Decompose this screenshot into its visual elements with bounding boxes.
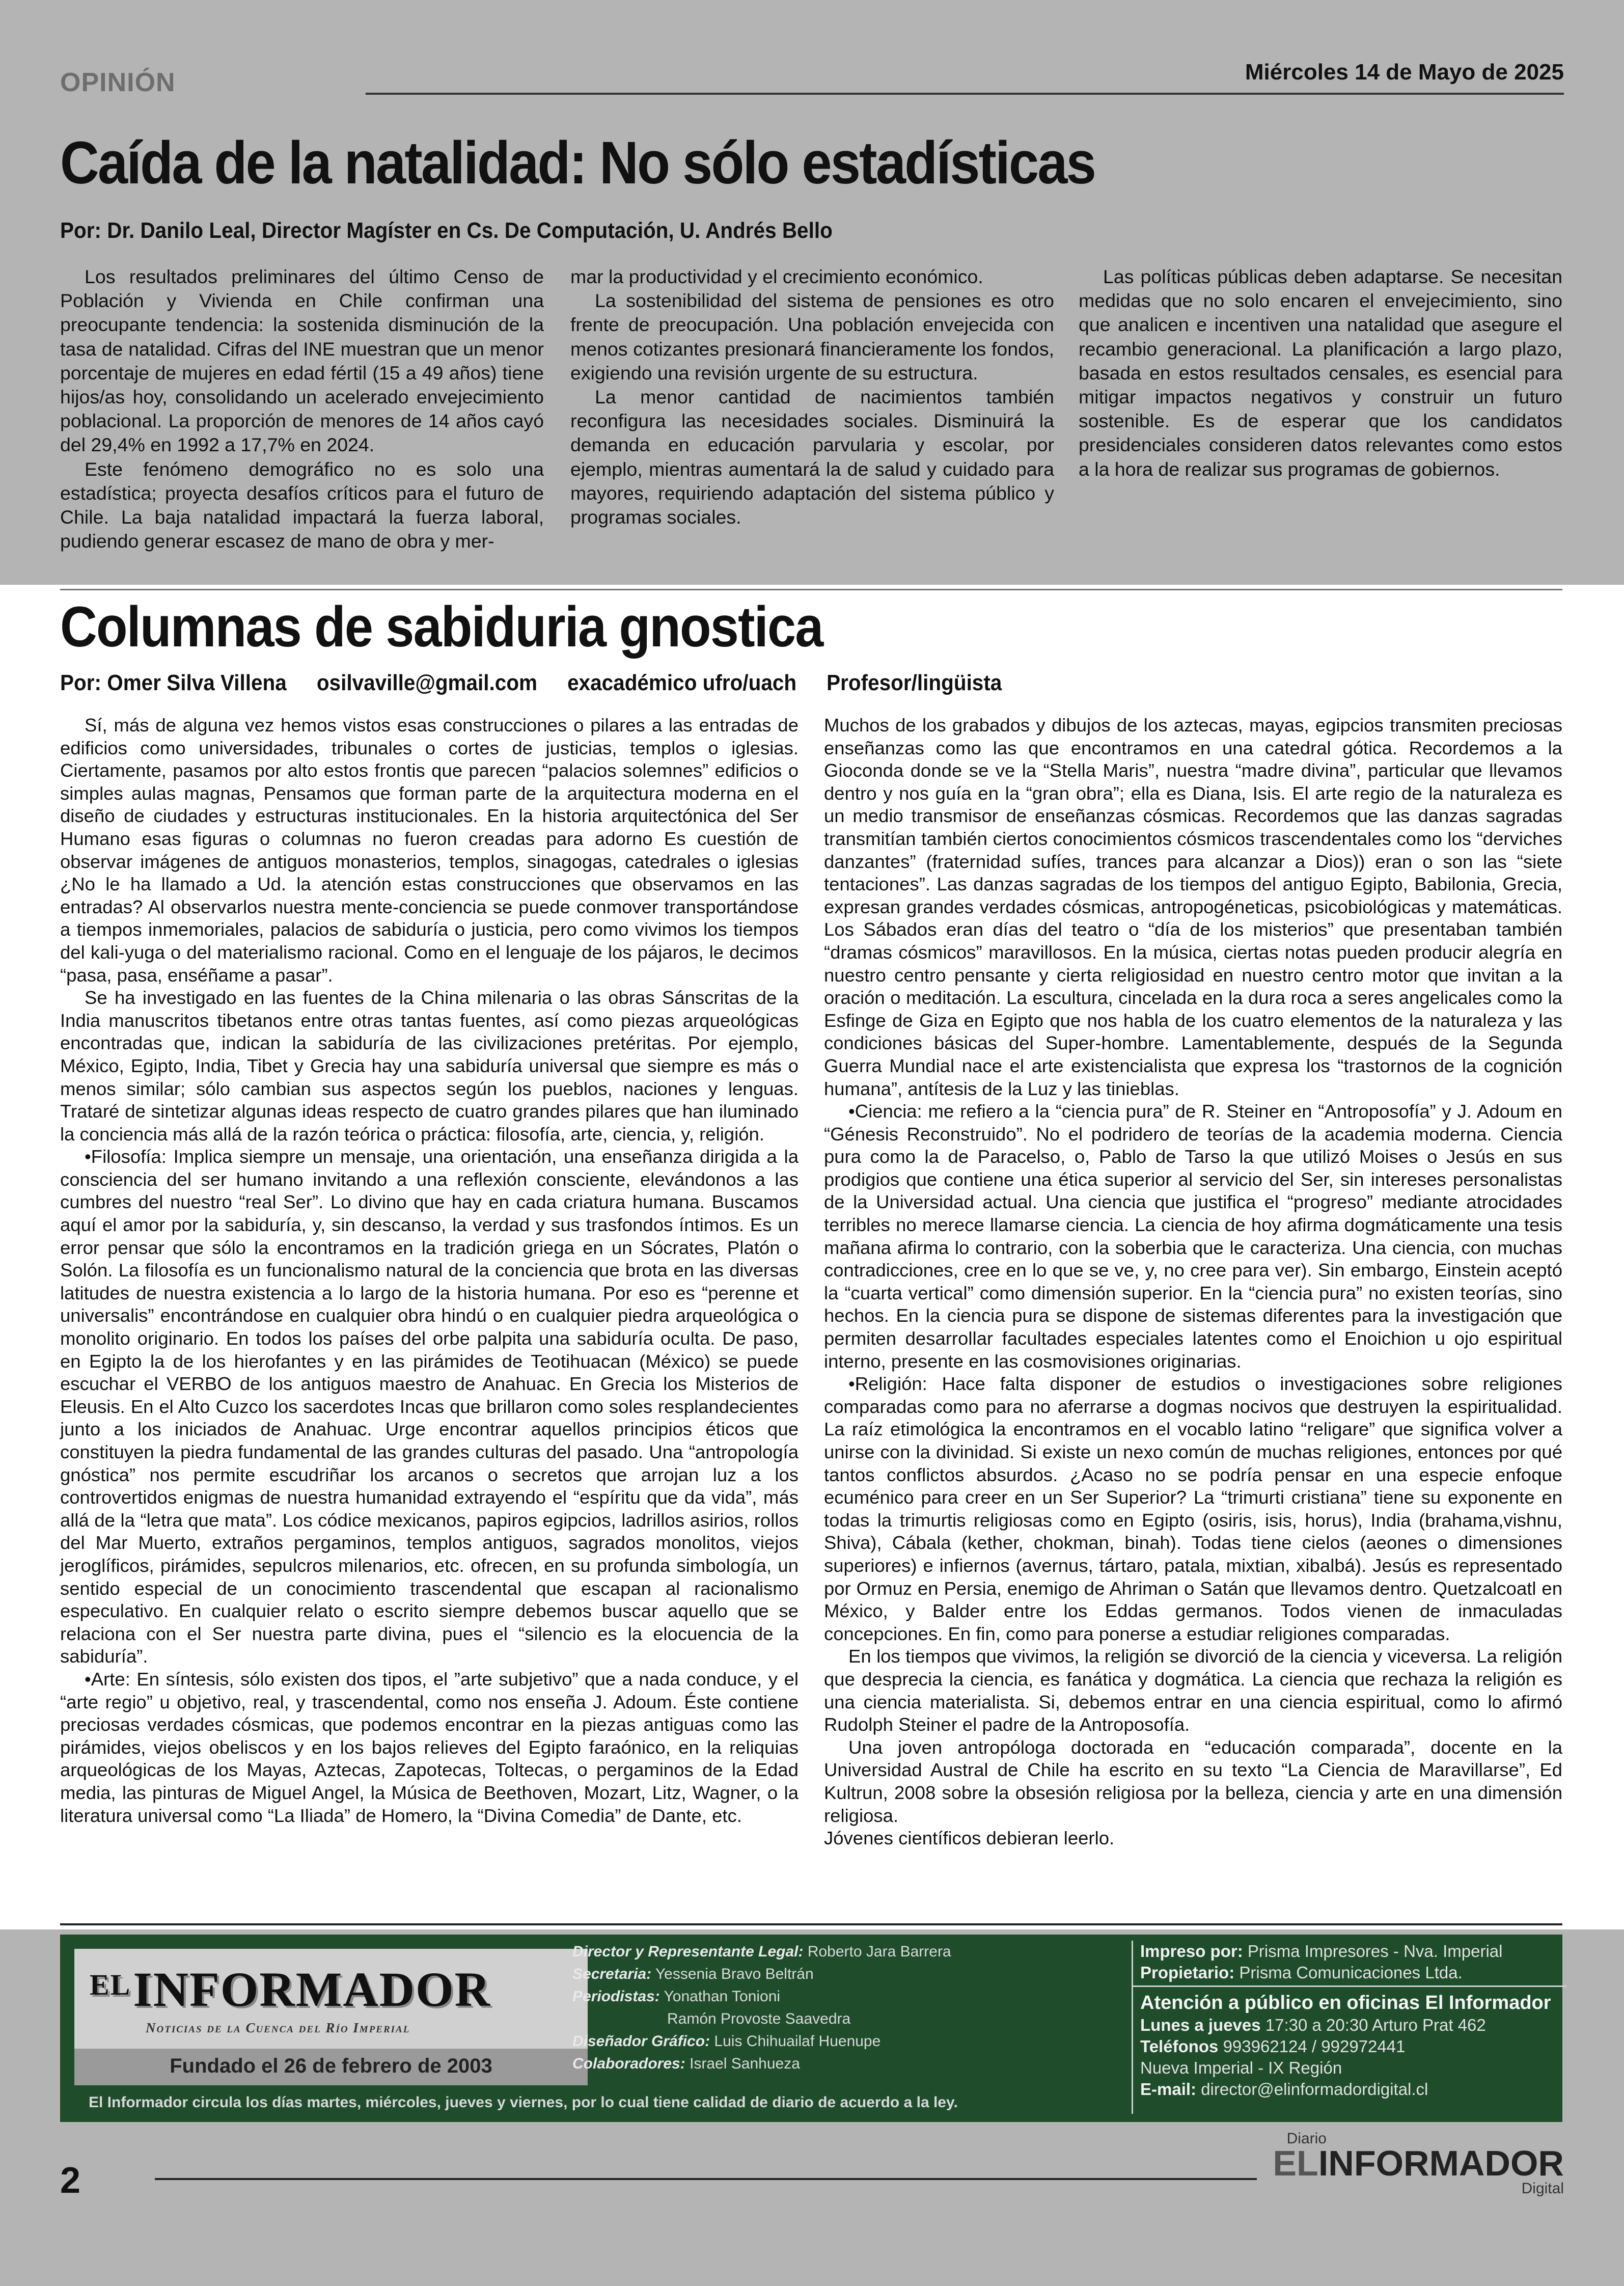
footer-logo-el: EL bbox=[1273, 2143, 1318, 2183]
contact-value: Prisma Impresores - Nva. Imperial bbox=[1247, 1942, 1503, 1961]
founded-date: Fundado el 26 de febrero de 2003 bbox=[74, 2049, 588, 2085]
credit-value: Roberto Jara Barrera bbox=[807, 1943, 951, 1960]
logo-title bbox=[90, 1961, 491, 2018]
article2-paragraph: Se ha investigado en las fuentes de la China milenaria o las obras Sánscritas de la India manuscritos tibetanos entre otras tantas fuentes, así como piezas arqueológicas encontradas que, indican la sabiduría de las civilizaciones pretéritas. Por ejemplo, México, Egipto, India, Tibet y Grecia hay una sabiduría universal que siempre es más o menos similar; sólo cambian sus aspectos según los pueblos, naciones y lenguas. Trataré de sintetizar algunas ideas respecto de cuatro grandes pilares que han iluminado la conciencia más allá de la razón teórica o práctica: filosofía, arte, ciencia, y, religión. bbox=[60, 987, 799, 1145]
footer-logo-diario: Diario bbox=[1286, 2130, 1327, 2147]
article1-paragraph: La menor cantidad de nacimientos también reconfigura las necesidades sociales. Disminuirá la demanda en educación parvularia y escolar, por ejemplo, mientras aumentará la de salud y cuidado para mayores, requiriendo adaptación del sistema público y programas sociales. bbox=[570, 386, 1054, 528]
article1-title: Caída de la natalidad: No sólo estadísticas bbox=[60, 129, 1095, 197]
credit-label: Periodistas: bbox=[572, 1988, 660, 2005]
staff-credits bbox=[572, 1941, 1112, 2075]
article2-column-2 bbox=[824, 714, 1562, 1850]
credit-value: Ramón Provoste Saavedra bbox=[667, 2010, 851, 2027]
article1-paragraph: mar la productividad y el crecimiento económico. bbox=[570, 266, 983, 287]
article2-paragraph: Jóvenes científicos debieran leerlo. bbox=[824, 1828, 1115, 1849]
author-email[interactable]: osilvaville@gmail.com bbox=[316, 670, 538, 695]
credit-label: Diseñador Gráfico: bbox=[572, 2033, 710, 2050]
contact-label: E-mail: bbox=[1140, 2080, 1197, 2099]
article2-paragraph: En los tiempos que vivimos, la religión se divorció de la ciencia y viceversa. La religión que desprecia la ciencia, es fanática y dogmática. La ciencia que rechaza la religión es una ciencia materialista. Si, debemos entrar en una ciencia espiritual, como lo afirmó Rudolph Steiner el padre de la Antroposofía. bbox=[824, 1646, 1562, 1735]
contact-label: Lunes a jueves bbox=[1140, 2016, 1261, 2034]
article1-column-2 bbox=[570, 265, 1054, 529]
article-divider bbox=[60, 1923, 1562, 1925]
section-label: OPINIÓN bbox=[60, 68, 176, 97]
article1-paragraph: Las políticas públicas deben adaptarse. Se necesitan medidas que no solo encaren el envejecimiento, sino que analicen e incentiven una natalidad que asegure el recambio generacional. La planificación a largo plazo, basada en estos resultados censales, es esencial para mitigar impactos negativos y construir un futuro sostenible. Es de esperar que los candidatos presidenciales consideren datos relevantes como estos a la hora de realizar sus programas de gobiernos. bbox=[1079, 266, 1562, 480]
contact-label: Impreso por: bbox=[1140, 1942, 1243, 1961]
contact-location: Nueva Imperial - IX Región bbox=[1140, 2058, 1342, 2077]
article1-column-1 bbox=[60, 265, 544, 553]
credit-value: Yonathan Tonioni bbox=[664, 1988, 781, 2005]
contact-label: Propietario: bbox=[1140, 1963, 1235, 1982]
newspaper-logo bbox=[74, 1949, 588, 2085]
article2-paragraph: •Arte: En síntesis, sólo existen dos tipos, el ”arte subjetivo” que a nada conduce, y el “arte regio” u objetivo, real, y trascendental, como nos enseña J. Adoum. Éste contiene preciosas verdades cósmicas, que podemos encontrar en la piezas antiguas como las pirámides, viejos obeliscos y en los bajos relieves del Egipto faraónico, en la reliquias arqueológicas de los Mayas, Aztecas, Zapotecas, Toltecas, o pergaminos de la Edad media, las pinturas de Miguel Angel, la Música de Beethoven, Mozart, Litz, Wagner, o la literatura universal como “La Iliada” de Homero, la “Divina Comedia” de Dante, etc. bbox=[60, 1668, 799, 1826]
circulation-note: El Informador circula los días martes, miércoles, jueves y viernes, por lo cual tiene calidad de diario de acuerdo a la ley. bbox=[89, 2094, 958, 2111]
masthead-box bbox=[60, 1935, 1562, 2122]
article1-paragraph: Este fenómeno demográfico no es solo una estadística; proyecta desafíos críticos para el futuro de Chile. La baja natalidad impactará la fuerza laboral, pudiendo generar escasez de mano de obra y mer- bbox=[60, 458, 544, 552]
contact-value: Prisma Comunicaciones Ltda. bbox=[1239, 1963, 1463, 1982]
footer-logo-digital: Digital bbox=[1521, 2180, 1564, 2197]
article-divider bbox=[60, 589, 1562, 590]
author-name: Por: Omer Silva Villena bbox=[60, 670, 287, 695]
footer-rule bbox=[155, 2178, 1257, 2180]
article2-column-1 bbox=[60, 714, 799, 1827]
article2-paragraph: •Ciencia: me refiero a la “ciencia pura” de R. Steiner en “Antroposofía” y J. Adoum en “Génesis Reconstruido”. No el podridero de teorías de la academia moderna. Ciencia pura como la de Paracelso, o, Pablo de Tarso la que utilizó Moises o Jesús en sus prodigios que contiene una ética superior al servicio del Ser, sin intereses personalistas de la Universidad actual. Una ciencia que justifica el “progreso” mediante atrocidades terribles no merece llamarse ciencia. La ciencia de hoy afirma dogmáticamente una tesis mañana afirma lo contrario, con la soberbia que le caracteriza. Una ciencia, con muchas contradicciones, cree en lo que se ve, y, no cree para ver). Sin embargo, Einstein aceptó la “cuarta vertical” como dimensión superior. En la “ciencia pura” no existen teorías, sino hechos. En la ciencia pura se dispone de sistemas diferentes para la investigación que permiten desarrollar facultades especiales latentes como el Enoichion u ojo espiritual interno, presente en las cosmovisiones originarias. bbox=[824, 1101, 1562, 1372]
article1-paragraph: Los resultados preliminares del último Censo de Población y Vivienda en Chile confirman una preocupante tendencia: la sostenida disminución de la tasa de natalidad. Cifras del INE muestran que un menor porcentaje de mujeres en edad fértil (15 a 49 años) tiene hijos/as hoy, consolidando un acelerado envejecimiento poblacional. La proporción de menores de 14 años cayó del 29,4% en 1992 a 17,7% en 2024. bbox=[60, 266, 544, 456]
credit-value: Israel Sanhueza bbox=[690, 2055, 800, 2072]
footer-logo-name bbox=[1273, 2145, 1564, 2181]
article1-byline: Por: Dr. Danilo Leal, Director Magíster en Cs. De Computación, U. Andrés Bello bbox=[60, 218, 833, 243]
article2-paragraph: •Religión: Hace falta disponer de estudios o investigaciones sobre religiones comparadas como para no aferrarse a dogmas nocivos que destruyen la espiritualidad. La raíz etimológica la encontramos en el vocablo latino “religare” que significa volver a unirse con la divinidad. Si existe un nexo común de muchas religiones, entonces por qué tantos conflictos absurdos. ¿Acaso no se podría pensar en una especie enfoque ecuménico para creer en un Ser Superior? La “trimurti cristiana” tiene su exponente en todas la trimurtis religiosas como en Egipto (osiris, isis, horus), India (brahama,vishnu, Shiva), Cábala (kether, chokman, binah). Todas tiene cielos (aeones o dimensiones superiores) e infiernos (avernus, tártaro, patala, mixtian, xibalbá). Jesús es representado por Ormuz en Persia, enemigo de Ahriman o Satán que llevamos dentro. Quetzalcoatl en México, y Balder entre los Eddas germanos. Todos vienen de inmaculadas concepciones. En fin, como para ponerse a estudiar religiones comparadas. bbox=[824, 1373, 1562, 1644]
article1-paragraph: La sostenibilidad del sistema de pensiones es otro frente de preocupación. Una población envejecida con menos cotizantes presionará financieramente los fondos, exigiendo una revisión urgente de su estructura. bbox=[570, 290, 1054, 384]
page-number: 2 bbox=[60, 2160, 81, 2201]
contact-box bbox=[1132, 1941, 1559, 2114]
credit-value: Yessenia Bravo Beltrán bbox=[655, 1966, 814, 1982]
article2-title: Columnas de sabiduria gnostica bbox=[60, 595, 823, 659]
article2-byline bbox=[60, 670, 1026, 696]
logo-name: INFORMADOR bbox=[133, 1962, 491, 2017]
contact-value: 993962124 / 992972441 bbox=[1223, 2037, 1406, 2056]
credit-label: Director y Representante Legal: bbox=[572, 1943, 804, 1960]
office-hours-title: Atención a público en oficinas El Informador bbox=[1140, 1992, 1551, 2013]
contact-value: 17:30 a 20:30 Arturo Prat 462 bbox=[1265, 2016, 1486, 2034]
credit-label: Secretaria: bbox=[572, 1966, 652, 1982]
footer-logo bbox=[1273, 2131, 1564, 2196]
issue-date: Miércoles 14 de Mayo de 2025 bbox=[366, 60, 1564, 95]
contact-separator bbox=[1133, 1985, 1566, 1987]
article2-paragraph: Sí, más de alguna vez hemos vistos esas construcciones o pilares a las entradas de edificios como universidades, tribunales o cortes de justicias, templos o iglesias. Ciertamente, pasamos por alto estos frontis que parecen “palacios solemnes” edificios o simples aulas magnas, Pensamos que forman parte de la arquitectura moderna en el diseño de ciudades y estructuras institucionales. En la historia arquitectónica del Ser Humano esas figuras o columnas no fueron creadas para adorno Es cuestión de observar imágenes de antiguos monasterios, templos, sinagogas, catedrales o iglesias ¿No le ha llamado a Ud. la atención estas construcciones que observamos en las entradas? Al observarlos nuestra mente-conciencia se puede conmover transportándose a tiempos inmemoriales, palacios de sabiduría o justicia, pero como vivimos los tiempos del kali-yuga o del materialismo racional. Como en el lenguaje de los pájaros, le decimos “pasa, pasa, enséñame a pasar”. bbox=[60, 715, 799, 986]
logo-el: EL bbox=[90, 1968, 131, 2001]
article2-paragraph: Muchos de los grabados y dibujos de los aztecas, mayas, egipcios transmiten preciosas enseñanzas como las que encontramos en una catedral gótica. Recordemos a la Gioconda donde se ve la “Stella Maris”, nuestra “madre divina”, particular que llevamos dentro y nos guía en la “gran obra”; ella es Diana, Isis. El arte regio de la naturaleza es un medio transmisor de enseñanzas cósmicas. Recordemos que las danzas sagradas transmitían también ciertos conocimientos cósmicos trascendentales como los “derviches danzantes” (fraternidad sufíes, trances para alcanzar a Dios)) eran o son las “siete tentaciones”. Las danzas sagradas de los tiempos del antiguo Egipto, Babilonia, Grecia, expresan grandes verdades cósmicas, antropogéneticas, psicobiológicas y matemáticas. Los Sábados eran días del teatro o “día de los misterios” que presentaban también “dramas cósmicos” maravillosos. En la música, ciertas notas pueden producir alegría en nuestro centro pensante y cierta religiosidad en nuestro centro motor que invitan a la oración o meditación. La escultura, cincelada en la dura roca a seres angelicales como la Esfinge de Giza en Egipto que nos habla de los cuatro elementos de la naturaleza y las condiciones básicas del Super-hombre. Lamentablemente, después de la Segunda Guerra Mundial nace el arte existencialista que expresa los “trastornos de la cognición humana”, antítesis de la Luz y las tinieblas. bbox=[824, 715, 1562, 1099]
footer-logo-title: INFORMADOR bbox=[1318, 2143, 1564, 2183]
credit-value: Luis Chihuailaf Huenupe bbox=[714, 2033, 881, 2050]
article1-column-3 bbox=[1079, 265, 1562, 481]
article2-paragraph: •Filosofía: Implica siempre un mensaje, una orientación, una enseñanza dirigida a la consciencia del ser humano invitando a una reflexión consciente, elevándonos a las cumbres del nuestro “real Ser”. Lo divino que hay en cada criatura humana. Buscamos aquí el amor por la sabiduría, y, sin descanso, la verdad y sus trasfondos íntimos. Es un error pensar que sólo la encontramos en la tradición griega en un Sócrates, Platón o Solón. La filosofía es un funcionalismo natural de la conciencia que brota en las diversas latitudes de nuestra existencia a lo largo de la historia humana. Por eso es “perenne et universalis” encontrándose en cualquier obra hindú o en cualquier piedra arqueológica o monolito originario. En todos los países del orbe palpita una sabiduría oculta. De paso, en Egipto la de los hierofantes y en las pirámides de Teotihuacan (México) se puede escuchar el VERBO de los antiguos maestro de Anahuac. En Grecia los Misterios de Eleusis. En el Alto Cuzco los sacerdotes Incas que brillaron como soles resplandecientes junto a los iniciados de Anahuac. Urge encontrar aquellos principios éticos que constituyen la piedra fundamental de las grandes culturas del pasado. Una “antropología gnóstica” nos permite escudriñar los arcanos o secretos que arrojan luz a los controvertidos enigmas de nuestra humanidad extrayendo el “espíritu que da vida”, más allá de la “letra que mata”. Los códice mexicanos, papiros egipcios, ladrillos asirios, rollos del Mar Muerto, extraños pergaminos, templos antiguos, sagrados monolitos, viejos jeroglíficos, pirámides, sepulcros milenarios, etc. ofrecen, en su profunda simbología, un sentido especial de un conocimiento trascendental que escapan al racionalismo especulativo. En cualquier relato o escrito siempre debemos buscar aquello que se relaciona con el Ser nuestra parte divina, pues el “silencio es la elocuencia de la sabiduría”. bbox=[60, 1146, 799, 1667]
contact-email[interactable]: director@elinformadordigital.cl bbox=[1201, 2080, 1428, 2099]
article2-paragraph: Una joven antropóloga doctorada en “educación comparada”, docente en la Universidad Austral de Chile ha escrito en su texto “La Ciencia de Maravillarse”, Ed Kultrun, 2008 sobre la obsesión religiosa por la belleza, ciencia y arte en una dimensión religiosa. bbox=[824, 1736, 1562, 1826]
logo-tagline: Noticias de la Cuenca del Río Imperial bbox=[146, 2020, 410, 2035]
author-affiliation: exacadémico ufro/uach bbox=[567, 670, 797, 695]
credit-label: Colaboradores: bbox=[572, 2055, 685, 2072]
contact-label: Teléfonos bbox=[1140, 2037, 1219, 2056]
author-role: Profesor/lingüista bbox=[827, 670, 1002, 695]
